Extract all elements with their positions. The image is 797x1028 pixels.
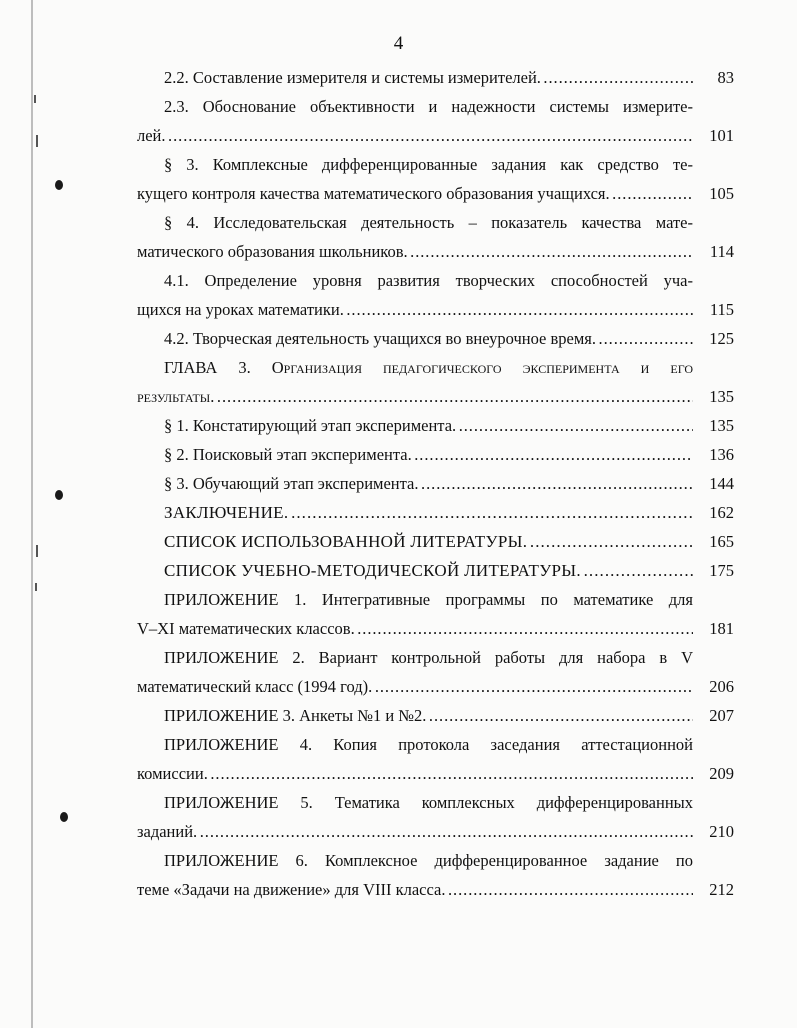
toc-entry-4-1-cont: щихся на уроках математики. . . . — [137, 300, 693, 320]
toc-page-conclusion: 162 — [709, 503, 734, 522]
toc-entry-2-3-cont: лей. . . . — [137, 126, 693, 146]
toc-page-appendix-5: 210 — [709, 822, 734, 841]
toc-entry-appendix-2-cont: математический класс (1994 год). . . . — [137, 677, 693, 697]
toc-page-4-1: 115 — [709, 300, 734, 319]
toc-entry-appendix-5: ПРИЛОЖЕНИЕ 5. Тематика комплексных дифференцированных — [164, 793, 693, 812]
toc-page-2-2: 83 — [717, 68, 734, 87]
toc-entry-ch3-par-2: § 2. Поисковый этап эксперимента. . . . — [137, 445, 693, 465]
toc-entry-appendix-4: ПРИЛОЖЕНИЕ 4. Копия протокола заседания аттестационной — [164, 735, 693, 754]
scan-speck — [36, 545, 38, 557]
toc-entry-appendix-1: ПРИЛОЖЕНИЕ 1. Интегративные программы по математике для — [164, 590, 693, 609]
toc-page-appendix-2: 206 — [709, 677, 734, 696]
toc-page-ch3-par-1: 135 — [709, 416, 734, 435]
toc-entry-conclusion: ЗАКЛЮЧЕНИЕ. . . . — [137, 503, 693, 523]
toc-page-methodical-literature: 175 — [709, 561, 734, 580]
toc-entry-methodical-literature: СПИСОК УЧЕБНО-МЕТОДИЧЕСКОЙ ЛИТЕРАТУРЫ. . . . — [137, 561, 693, 581]
toc-page-appendix-1: 181 — [709, 619, 734, 638]
toc-entry-2-2: 2.2. Составление измерителя и системы измерителей. . . . — [137, 68, 693, 88]
toc-page-bibliography: 165 — [709, 532, 734, 551]
toc-entry-appendix-6: ПРИЛОЖЕНИЕ 6. Комплексное дифференцированное задание по — [164, 851, 693, 870]
toc-page-4-2: 125 — [709, 329, 734, 348]
page-number: 4 — [393, 33, 404, 54]
toc-entry-bibliography: СПИСОК ИСПОЛЬЗОВАННОЙ ЛИТЕРАТУРЫ. . . . — [137, 532, 693, 552]
binding-hole-mark — [60, 812, 68, 822]
scan-speck — [34, 95, 36, 103]
toc-page-ch3-par-3: 144 — [709, 474, 734, 493]
binding-hole-mark — [55, 180, 63, 190]
toc-entry-ch3-par-3: § 3. Обучающий этап эксперимента. . . . — [137, 474, 693, 494]
toc-entry-par-3: § 3. Комплексные дифференцированные задания как средство те- — [164, 155, 693, 174]
toc-entry-appendix-1-cont: V–XI математических классов. . . . — [137, 619, 693, 639]
toc-page-appendix-6: 212 — [709, 880, 734, 899]
binding-hole-mark — [55, 490, 63, 500]
toc-entry-par-4: § 4. Исследовательская деятельность – показатель качества мате- — [164, 213, 693, 232]
toc-entry-chapter-3: ГЛАВА 3. Организация педагогического эксперимента и его — [164, 358, 693, 377]
toc-page-2-3: 101 — [709, 126, 734, 145]
toc-entry-appendix-3: ПРИЛОЖЕНИЕ 3. Анкеты №1 и №2. . . . — [137, 706, 693, 726]
toc-entry-2-3: 2.3. Обоснование объективности и надежности системы измерите- — [164, 97, 693, 116]
toc-entry-appendix-4-cont: комиссии. . . . — [137, 764, 693, 784]
toc-entry-appendix-6-cont: теме «Задачи на движение» для VIII класса. . . . — [137, 880, 693, 900]
toc-entry-4-1: 4.1. Определение уровня развития творческих способностей уча- — [164, 271, 693, 290]
toc-page-chapter-3: 135 — [709, 387, 734, 406]
toc-page-appendix-4: 209 — [709, 764, 734, 783]
scan-speck — [35, 583, 37, 591]
toc-entry-ch3-par-1: § 1. Констатирующий этап эксперимента. . . . — [137, 416, 693, 436]
scan-edge-line — [31, 0, 33, 1028]
toc-entry-chapter-3-cont: результаты. . . . — [137, 387, 693, 407]
toc-page-par-4: 114 — [709, 242, 734, 261]
toc-page-par-3: 105 — [709, 184, 734, 203]
toc-page-appendix-3: 207 — [709, 706, 734, 725]
toc-entry-4-2: 4.2. Творческая деятельность учащихся во внеурочное время. . . . — [137, 329, 693, 349]
toc-entry-appendix-2: ПРИЛОЖЕНИЕ 2. Вариант контрольной работы для набора в V — [164, 648, 693, 667]
toc-entry-par-4-cont: матического образования школьников. . . . — [137, 242, 693, 262]
toc-entry-par-3-cont: кущего контроля качества математического образования учащихся. . . . — [137, 184, 693, 204]
scan-speck — [36, 135, 38, 147]
toc-entry-appendix-5-cont: заданий. . . . — [137, 822, 693, 842]
toc-page-ch3-par-2: 136 — [709, 445, 734, 464]
